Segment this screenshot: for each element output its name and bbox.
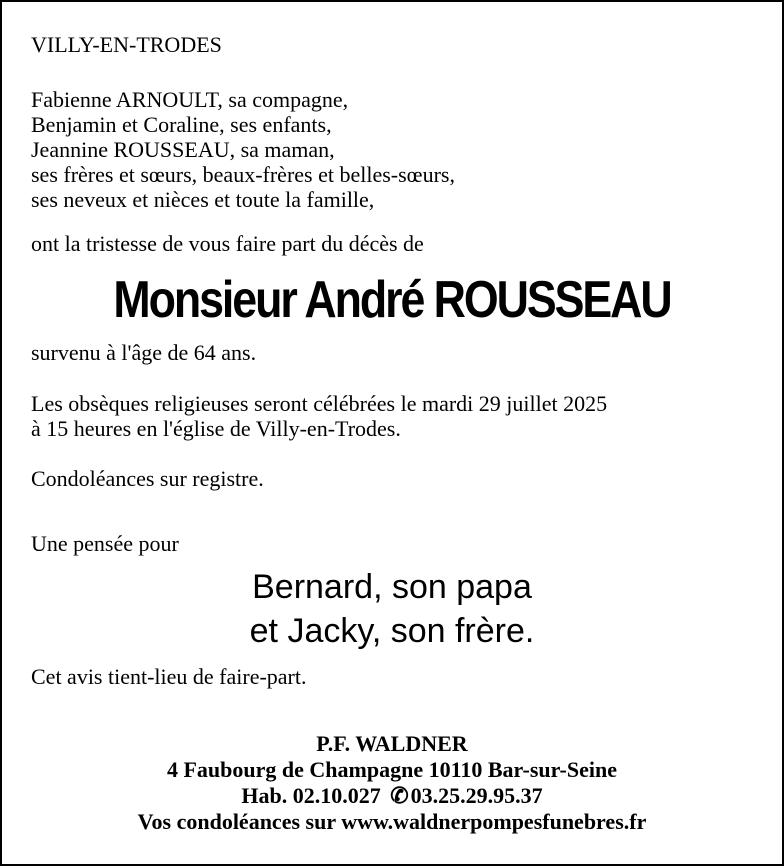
family-line: Fabienne ARNOULT, sa compagne, [31,87,349,112]
funeral-date-text: Les obsèques religieuses seront célébrées le mardi 29 juillet 2025 [31,391,608,416]
family-line: ses frères et sœurs, beaux-frères et belles-sœurs, [31,162,455,187]
thought-line-brother: et Jacky, son frère. [249,612,535,650]
funeral-home-name: P.F. WALDNER [316,731,468,756]
funeral-home-contact [0,783,784,809]
license-number: Hab. 02.10.027 [241,783,381,808]
notice-note: Cet avis tient-lieu de faire-part. [31,664,307,689]
family-line: Benjamin et Coraline, ses enfants, [31,112,332,137]
funeral-home-address: 4 Faubourg de Champagne 10110 Bar-sur-Seine [166,757,617,782]
condolences-website: Vos condoléances sur www.waldnerpompesfunebres.fr [137,809,647,834]
deceased-name: Monsieur André ROUSSEAU [113,271,671,329]
condolences-text: Condoléances sur registre. [31,466,264,491]
phone-icon: ✆ [390,783,409,808]
family-list [31,87,455,212]
thought-intro: Une pensée pour [31,531,179,556]
thought-line-father: Bernard, son papa [252,568,532,606]
announcement-text: ont la tristesse de vous faire part du décès de [31,231,424,256]
town-heading: VILLY-EN-TRODES [31,32,222,57]
phone-number: 03.25.29.95.37 [410,783,543,808]
funeral-place-text: à 15 heures en l'église de Villy-en-Trodes. [31,416,401,441]
family-line: ses neveux et nièces et toute la famille, [31,187,375,212]
family-line: Jeannine ROUSSEAU, sa maman, [31,137,335,162]
age-text: survenu à l'âge de 64 ans. [31,340,257,365]
